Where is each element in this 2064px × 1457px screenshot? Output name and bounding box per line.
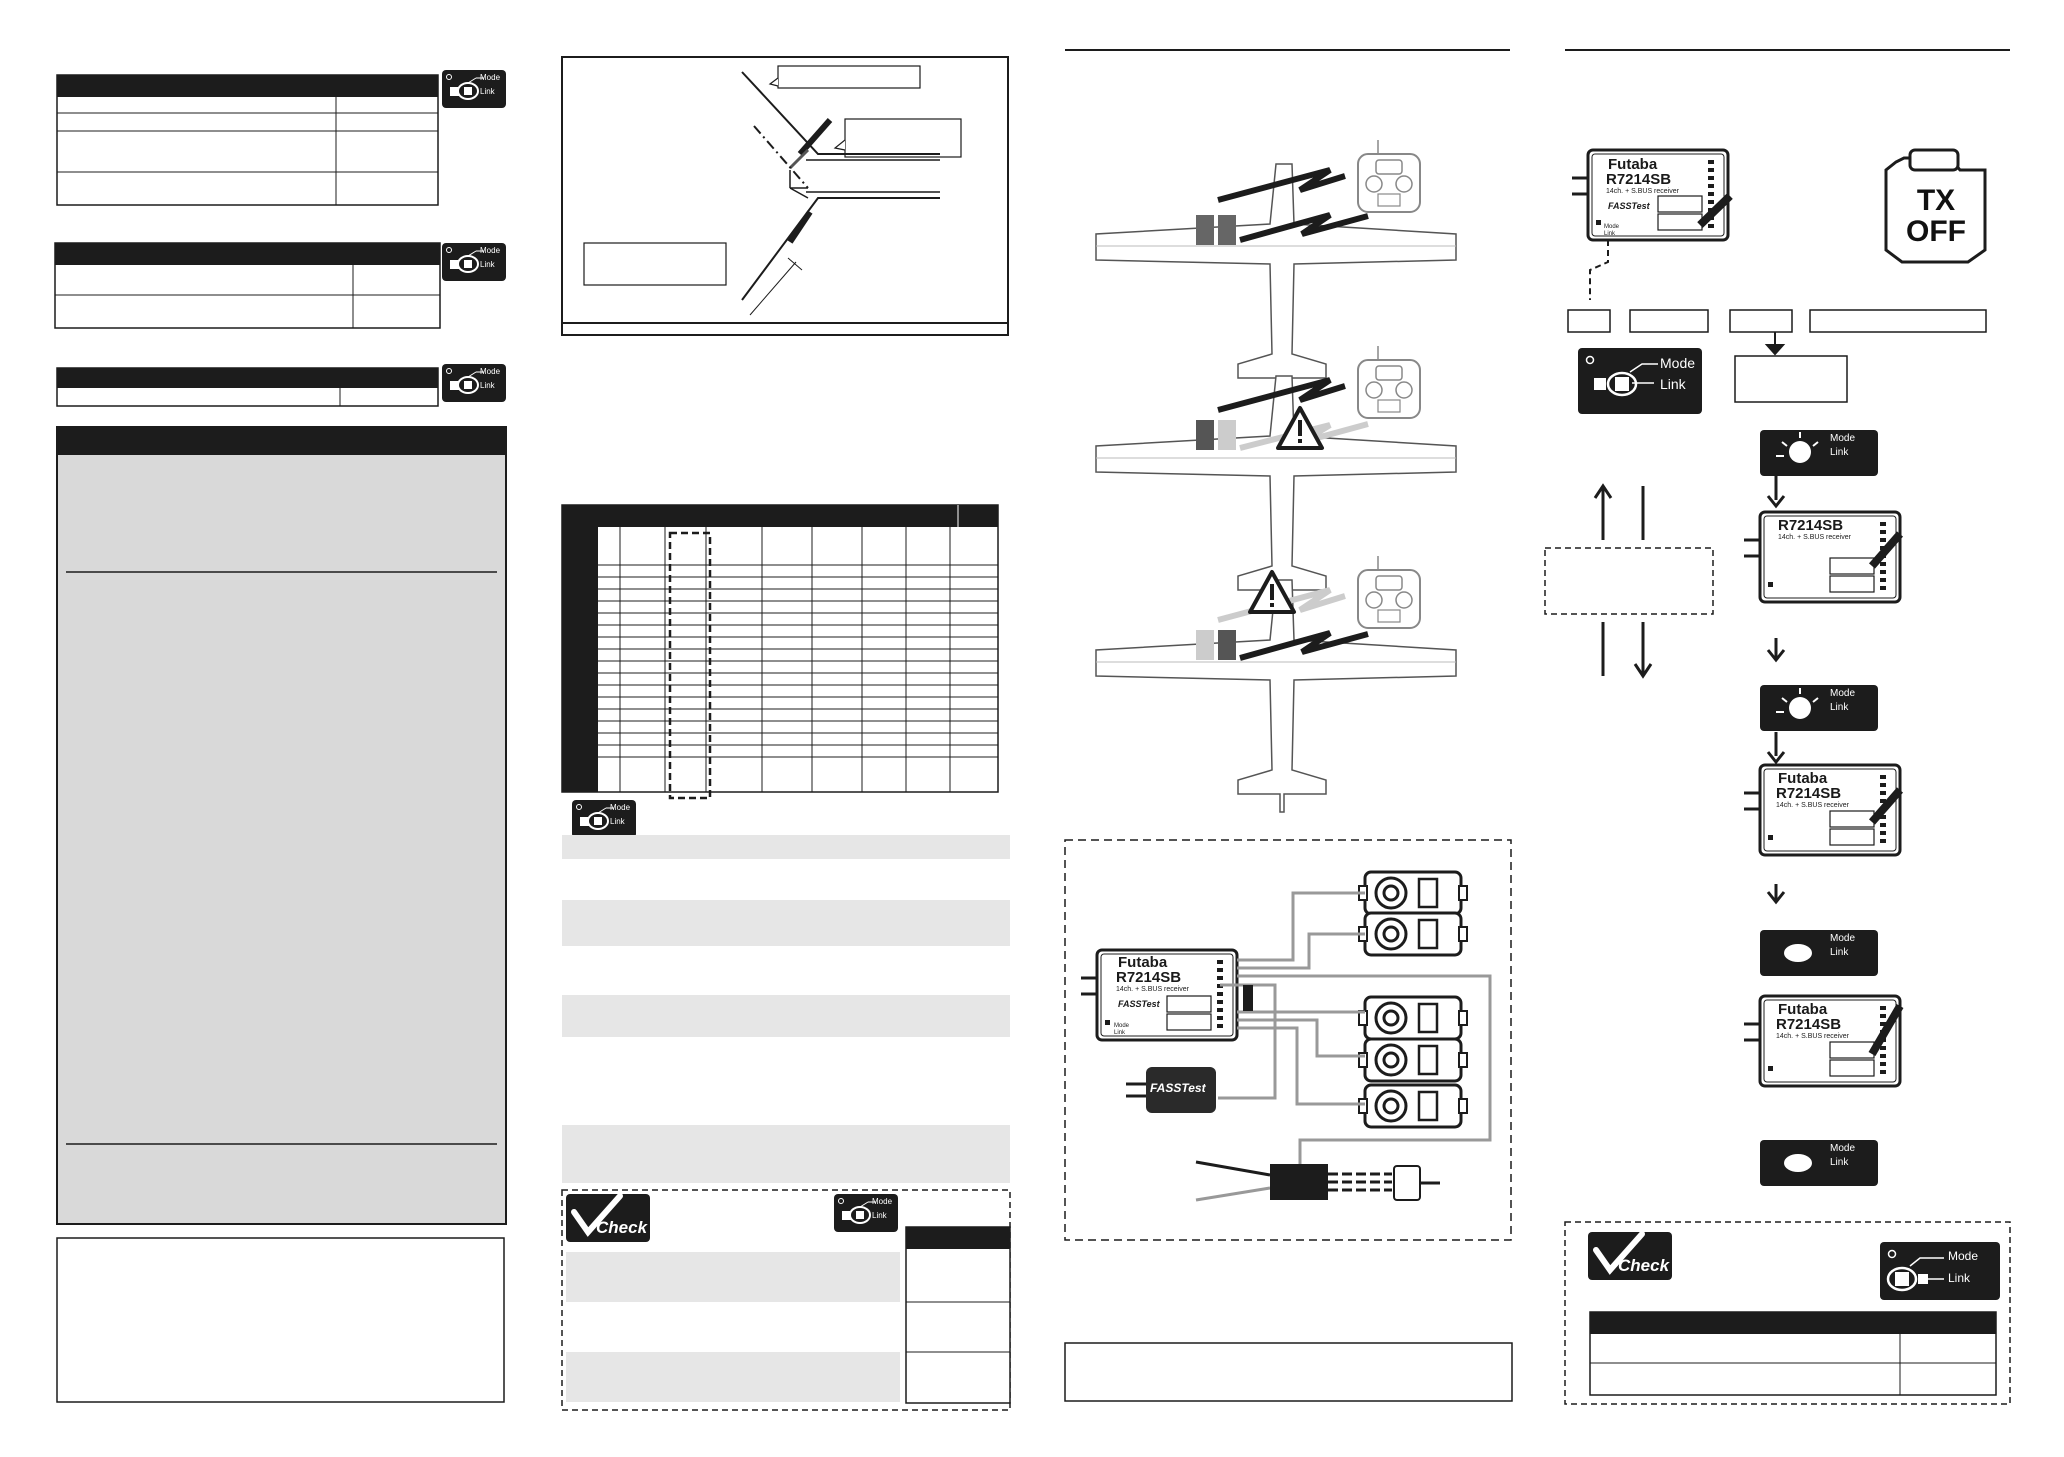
settings-table-1 <box>57 75 438 205</box>
led-link-label: Link <box>480 381 495 390</box>
receiver-subtitle: 14ch. + S.BUS receiver <box>1606 188 1679 195</box>
led-link-label: Link <box>872 1211 887 1220</box>
airplane-diagram <box>1096 140 1456 812</box>
led-mode-label: Mode <box>1948 1249 1979 1263</box>
led-link-label: Link <box>610 817 625 826</box>
receiver-model: R7214SB <box>1606 171 1672 188</box>
servo-icon <box>1359 1039 1467 1081</box>
receiver-model: R7214SB <box>1778 517 1844 534</box>
link-procedure-diagram <box>1545 150 1986 1186</box>
note-box-2 <box>1065 1343 1512 1401</box>
settings-table-2 <box>55 243 440 328</box>
led-link-label: Link <box>1830 447 1849 458</box>
servo-icon <box>1359 997 1467 1039</box>
receiver-subtitle: 14ch. + S.BUS receiver <box>1776 802 1849 809</box>
led-mode-label: Mode <box>1830 433 1856 444</box>
servo-icon <box>1359 872 1467 914</box>
note-box <box>57 1238 504 1402</box>
receiver-brand: Futaba <box>1608 156 1658 173</box>
led-mode-label: Mode <box>1830 933 1856 944</box>
led-link-label: Link <box>1830 702 1849 713</box>
receiver-brand: Futaba <box>1778 770 1828 787</box>
led-mode-label: Mode <box>872 1197 893 1206</box>
led-mode-label: Mode <box>1830 1143 1856 1154</box>
transmitter-icon <box>1358 140 1420 212</box>
led-link-label: Link <box>480 87 495 96</box>
antenna-diagram <box>562 57 1008 335</box>
compatibility-grid <box>562 505 998 798</box>
led-link-label: Link <box>1948 1271 1971 1285</box>
check-label: Check <box>1618 1256 1670 1275</box>
receiver-link: Link <box>1114 1030 1126 1036</box>
receiver-model: R7214SB <box>1116 969 1182 986</box>
check-box-2 <box>1565 1222 2010 1404</box>
settings-table-3 <box>57 368 438 406</box>
led-link-label: Link <box>1830 1157 1849 1168</box>
receiver-model: R7214SB <box>1776 1016 1842 1033</box>
servo-icon <box>1359 1085 1467 1127</box>
receiver-mode: Mode <box>1604 224 1620 230</box>
led-link-label: Link <box>1660 376 1686 392</box>
servo-icon <box>1359 913 1467 955</box>
transmitter-icon <box>1358 346 1420 418</box>
receiver-link: Link <box>1604 231 1616 237</box>
check-label: Check <box>596 1218 648 1237</box>
receiver-model: R7214SB <box>1776 785 1842 802</box>
info-panel <box>57 427 506 1224</box>
tx-off-label: TX OFF <box>1906 184 1966 248</box>
led-mode-label: Mode <box>1830 688 1856 699</box>
antenna-module-label: FASSTest <box>1150 1081 1206 1095</box>
led-link-label: Link <box>480 260 495 269</box>
led-mode-label: Mode <box>480 246 501 255</box>
receiver-subtitle: 14ch. + S.BUS receiver <box>1116 986 1189 993</box>
gray-rows <box>562 835 1010 1183</box>
led-mode-label: Mode <box>610 803 631 812</box>
receiver-fasst: FASSTest <box>1608 201 1650 211</box>
led-mode-label: Mode <box>1660 355 1696 371</box>
receiver-mode: Mode <box>1114 1023 1130 1029</box>
led-mode-label: Mode <box>480 367 501 376</box>
receiver-brand: Futaba <box>1118 954 1168 971</box>
receiver-fasst: FASSTest <box>1118 999 1160 1009</box>
transmitter-icon <box>1358 556 1420 628</box>
receiver-subtitle: 14ch. + S.BUS receiver <box>1778 534 1851 541</box>
wiring-diagram <box>1065 840 1511 1240</box>
led-link-label: Link <box>1830 947 1849 958</box>
led-mode-label: Mode <box>480 73 501 82</box>
receiver-brand: Futaba <box>1778 1001 1828 1018</box>
receiver-subtitle: 14ch. + S.BUS receiver <box>1776 1033 1849 1040</box>
